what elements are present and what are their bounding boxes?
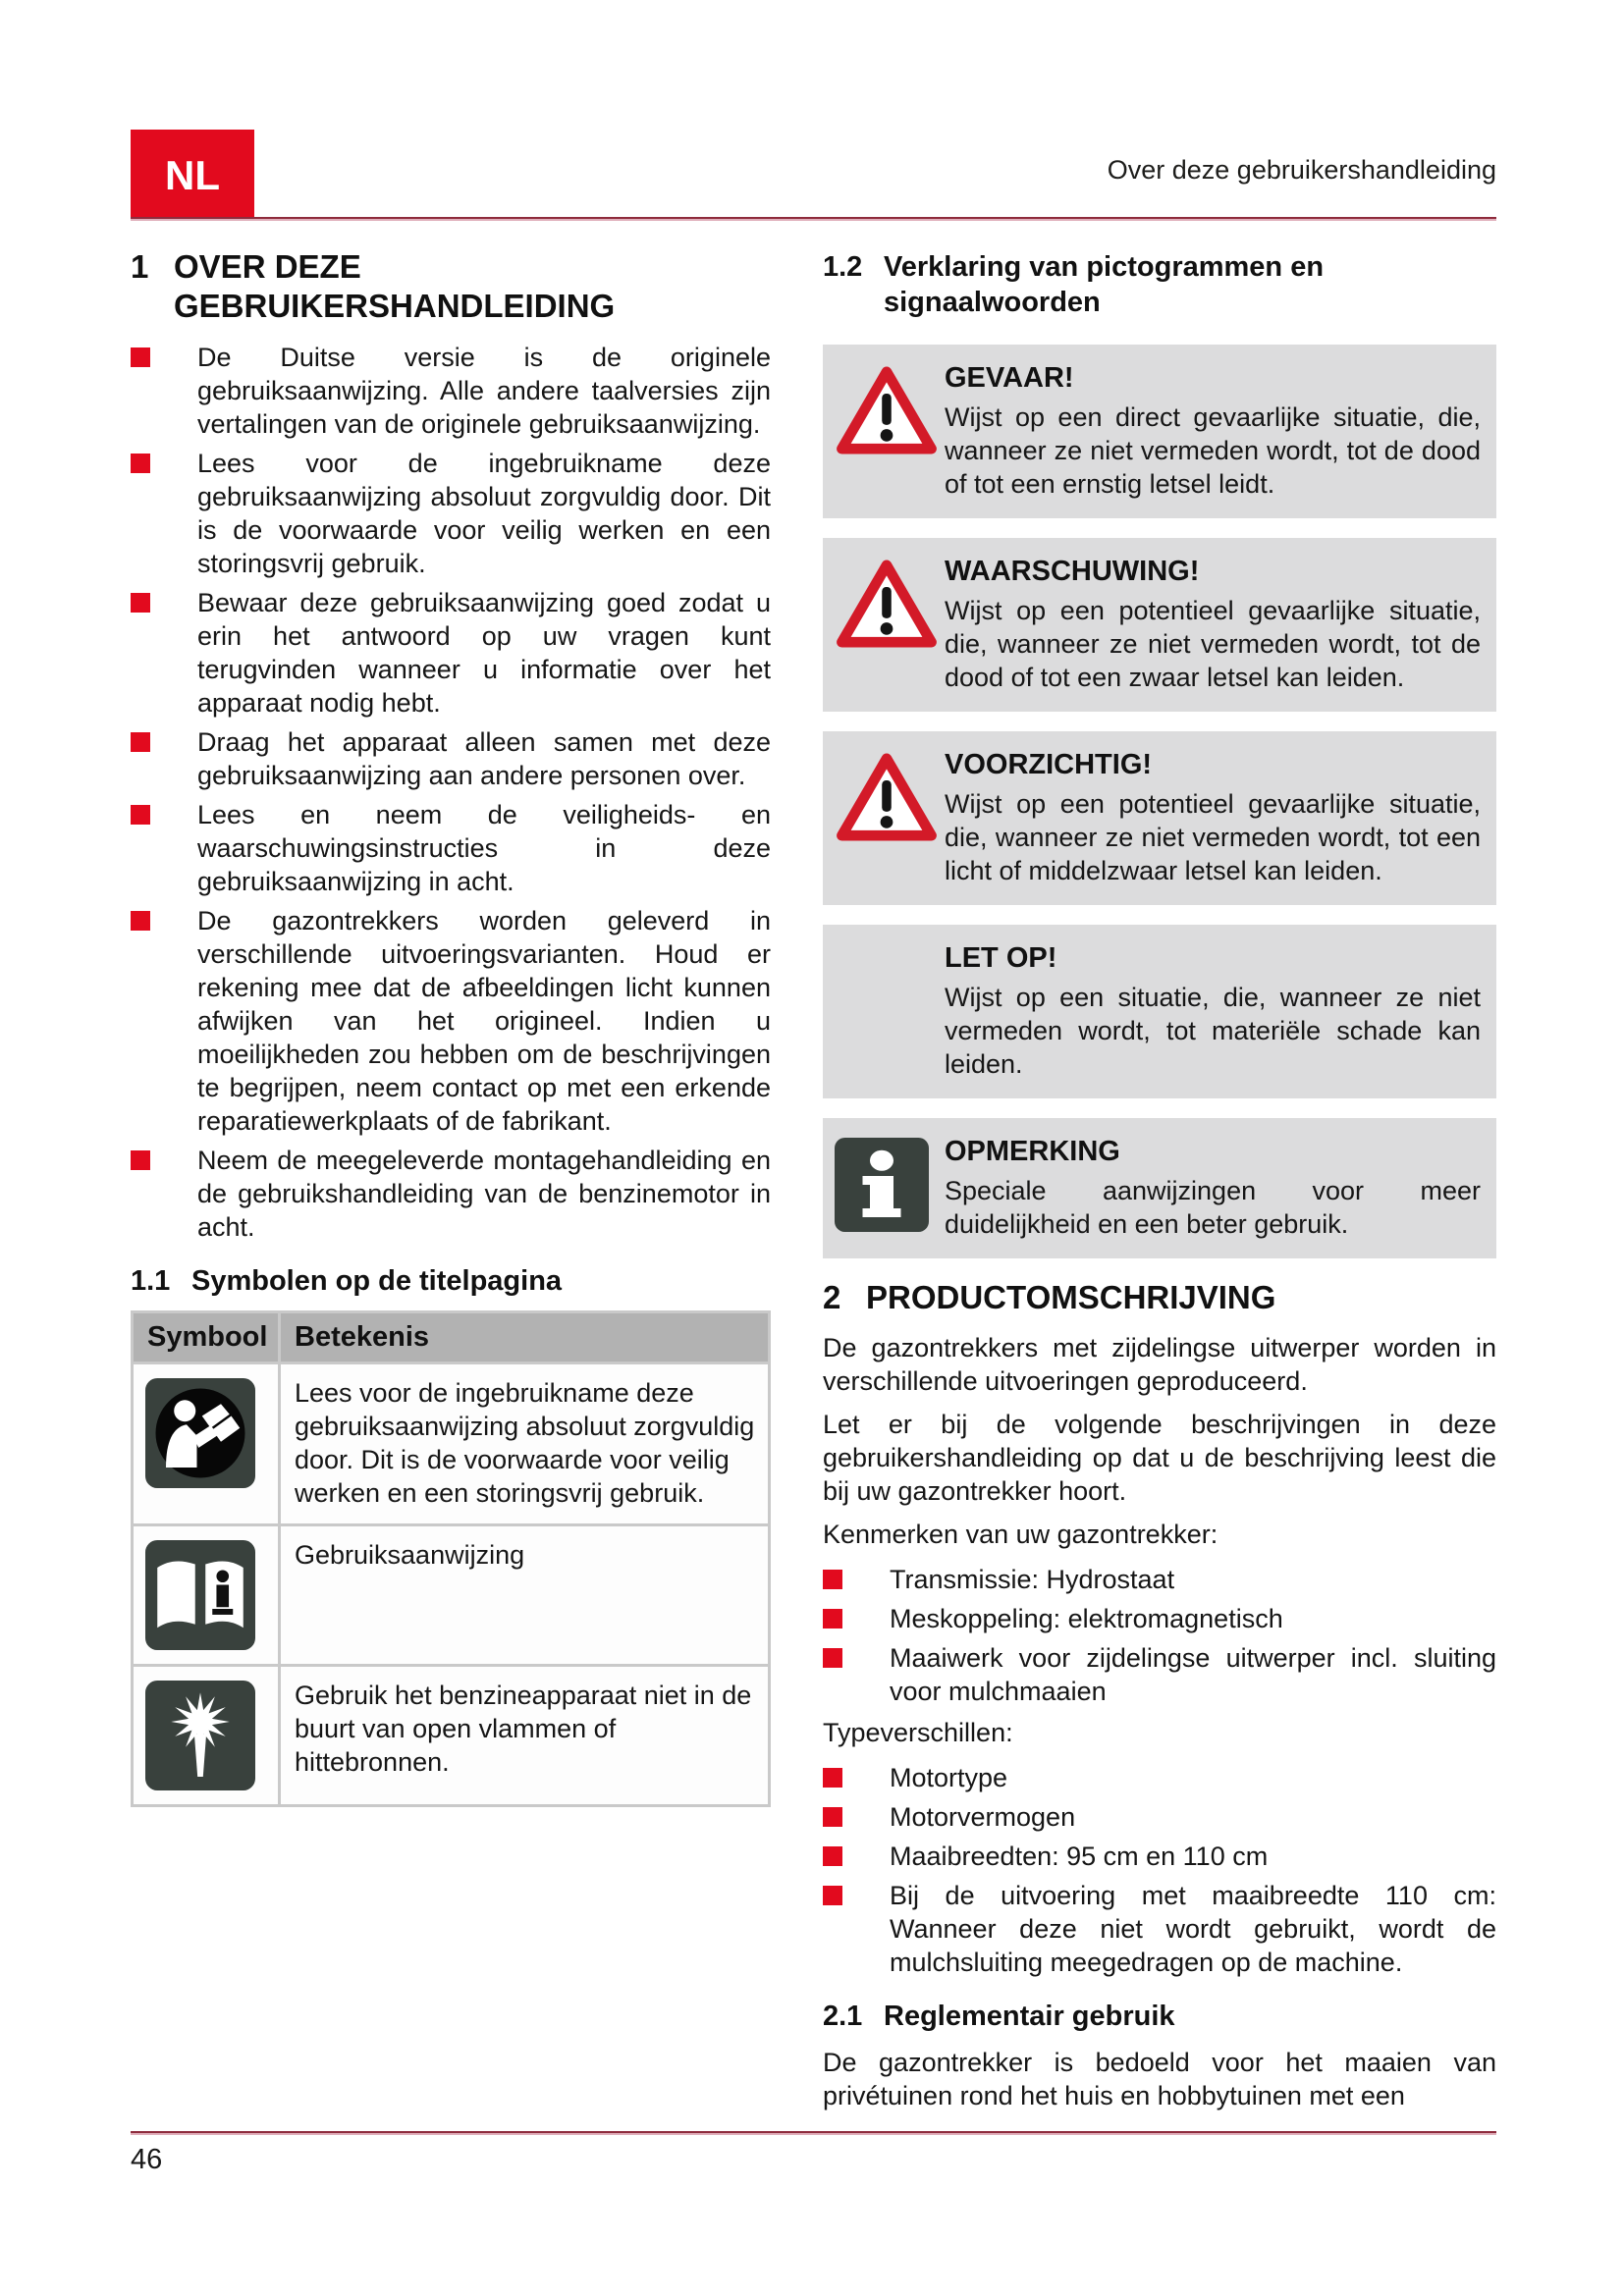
heading-number: 1 bbox=[131, 248, 149, 285]
warning-triangle-icon bbox=[835, 364, 939, 456]
bullet-item bbox=[131, 447, 771, 580]
type-differences-intro: Typeverschillen: bbox=[823, 1717, 1013, 1747]
caution-box bbox=[823, 731, 1496, 905]
signal-description: Wijst op een potentieel gevaarlijke situatie, die, wanneer ze niet vermeden wordt, tot de dood of tot een zwaar letsel kan leiden. bbox=[945, 595, 1481, 692]
meaning-cell: Gebruiksaanwijzing bbox=[280, 1524, 770, 1665]
table-row bbox=[133, 1362, 770, 1524]
notice-box-icon-area bbox=[835, 940, 945, 1081]
heading-number: 2 bbox=[823, 1278, 841, 1315]
note-box-icon-area bbox=[835, 1134, 945, 1241]
danger-box-icon-area bbox=[835, 360, 945, 501]
section-1-1-heading bbox=[131, 1263, 771, 1299]
section-2-paragraph: Let er bij de volgende beschrijvingen in deze gebruikershandleiding op dat u de beschrijving leest die bij uw gazontrekker hoort. bbox=[823, 1409, 1496, 1506]
bullet-text: De gazontrekkers worden geleverd in verschillende uitvoeringsvarianten. Houd er rekening mee dat de afbeeldingen licht kunnen afwijken van het origineel. Indien u moeilijkheden zou hebben om de beschrijvingen te begrijpen, neem contact op met een erkende reparatiewerkplaats of de fabrikant. bbox=[197, 905, 771, 1136]
heading-text: Reglementair gebruik bbox=[884, 2000, 1175, 2032]
bullet-text: Lees en neem de veiligheids- en waarschuwingsinstructies in deze gebruiksaanwijzing in acht. bbox=[197, 799, 771, 896]
bullet-item bbox=[823, 1602, 1496, 1635]
column-header-symbol: Symbool bbox=[133, 1311, 280, 1362]
right-column bbox=[823, 247, 1496, 2122]
bullet-marker bbox=[823, 1648, 842, 1668]
bullet-item bbox=[823, 1563, 1496, 1596]
bullet-item bbox=[823, 1879, 1496, 1979]
bullet-text: Transmissie: Hydrostaat bbox=[890, 1564, 1175, 1594]
signal-description: Wijst op een situatie, die, wanneer ze niet vermeden wordt, tot materiële schade kan leiden. bbox=[945, 982, 1481, 1079]
heading-number: 1.2 bbox=[823, 251, 863, 283]
bullet-item bbox=[131, 904, 771, 1138]
bullet-item bbox=[823, 1641, 1496, 1708]
signal-word: GEVAAR! bbox=[945, 361, 1074, 394]
section-2-paragraph: Kenmerken van uw gazontrekker: bbox=[823, 1519, 1218, 1549]
info-icon bbox=[835, 1138, 929, 1232]
table-row bbox=[133, 1524, 770, 1665]
bullet-marker bbox=[131, 454, 150, 473]
bullet-marker bbox=[823, 1846, 842, 1866]
bullet-text: Lees voor de ingebruikname deze gebruiksaanwijzing absoluut zorgvuldig door. Dit is de voorwaarde voor veilig werken en een storingsvrij gebruik. bbox=[197, 448, 771, 578]
section-2-1-paragraph: De gazontrekker is bedoeld voor het maaien van privétuinen rond het huis en hobbytuinen met een bbox=[823, 2048, 1496, 2110]
bullet-marker bbox=[131, 805, 150, 825]
footer-rule bbox=[131, 2131, 1496, 2135]
symbol-cell bbox=[133, 1665, 280, 1805]
bullet-text: Motortype bbox=[890, 1762, 1008, 1792]
title-page-symbol-table bbox=[131, 1310, 771, 1807]
bullet-marker bbox=[823, 1768, 842, 1788]
notice-box-content bbox=[945, 940, 1481, 1081]
heading-text: Verklaring van pictogrammen en signaalwoorden bbox=[884, 251, 1325, 319]
signal-description: Wijst op een direct gevaarlijke situatie, die, wanneer ze niet vermeden wordt, tot de dood of tot een ernstig letsel leidt. bbox=[945, 401, 1481, 499]
header-rule bbox=[131, 217, 1496, 221]
left-column bbox=[131, 247, 771, 1807]
manual-book-icon bbox=[145, 1540, 255, 1650]
bullet-text: Neem de meegeleverde montagehandleiding en de gebruikshandleiding van de benzinemotor in acht. bbox=[197, 1145, 771, 1242]
bullet-marker bbox=[823, 1609, 842, 1629]
bullet-marker bbox=[823, 1807, 842, 1827]
warning-box-icon-area bbox=[835, 554, 945, 694]
signal-word: WAARSCHUWING! bbox=[945, 555, 1200, 587]
meaning-cell: Lees voor de ingebruikname deze gebruiksaanwijzing absoluut zorgvuldig door. Dit is de voorwaarde voor veilig werken en een storingsvrij gebruik. bbox=[280, 1362, 770, 1524]
feature-bullet-list bbox=[823, 1563, 1496, 1708]
bullet-item bbox=[823, 1761, 1496, 1794]
note-box-content bbox=[945, 1134, 1481, 1241]
bullet-text: Maaibreedten: 95 cm en 110 cm bbox=[890, 1841, 1269, 1871]
heading-text: OVER DEZE GEBRUIKERSHANDLEIDING bbox=[174, 248, 616, 325]
signal-word: OPMERKING bbox=[945, 1135, 1120, 1167]
danger-box bbox=[823, 345, 1496, 518]
symbol-cell bbox=[133, 1362, 280, 1524]
bullet-item bbox=[823, 1840, 1496, 1873]
signal-word: LET OP! bbox=[945, 941, 1057, 974]
bullet-marker bbox=[131, 593, 150, 613]
warning-triangle-icon bbox=[835, 751, 939, 843]
signal-description: Speciale aanwijzingen voor meer duidelijkheid en een beter gebruik. bbox=[945, 1175, 1481, 1239]
bullet-marker bbox=[823, 1570, 842, 1589]
heading-text: PRODUCTOMSCHRIJVING bbox=[866, 1278, 1276, 1315]
type-bullet-list bbox=[823, 1761, 1496, 1979]
bullet-marker bbox=[131, 732, 150, 752]
warning-box-content bbox=[945, 554, 1481, 694]
bullet-marker bbox=[131, 347, 150, 367]
signal-word: VOORZICHTIG! bbox=[945, 748, 1153, 780]
section-1-2-heading bbox=[823, 249, 1496, 321]
note-box bbox=[823, 1118, 1496, 1258]
heading-text: Symbolen op de titelpagina bbox=[191, 1264, 563, 1297]
page-number: 46 bbox=[131, 2144, 163, 2175]
bullet-text: De Duitse versie is de originele gebruiksaanwijzing. Alle andere taalversies zijn vertalingen van de originele gebruiksaanwijzing. bbox=[197, 342, 771, 439]
section-2-heading bbox=[823, 1278, 1496, 1317]
notice-box bbox=[823, 925, 1496, 1098]
heading-number: 2.1 bbox=[823, 2000, 863, 2032]
language-badge: NL bbox=[131, 130, 254, 221]
bullet-item bbox=[131, 798, 771, 898]
table-row bbox=[133, 1665, 770, 1805]
bullet-item bbox=[823, 1800, 1496, 1834]
signal-description: Wijst op een potentieel gevaarlijke situatie, die, wanneer ze niet vermeden wordt, tot een licht of middelzwaar letsel kan leiden. bbox=[945, 788, 1481, 885]
caution-box-content bbox=[945, 747, 1481, 887]
bullet-text: Meskoppeling: elektromagnetisch bbox=[890, 1603, 1283, 1633]
no-open-flames-icon bbox=[145, 1681, 255, 1790]
section-2-paragraph: De gazontrekkers met zijdelingse uitwerper worden in verschillende uitvoeringen geproduceerd. bbox=[823, 1332, 1496, 1396]
bullet-item bbox=[131, 586, 771, 720]
section-1-bullet-list bbox=[131, 341, 771, 1244]
bullet-text: Bewaar deze gebruiksaanwijzing goed zodat u erin het antwoord op uw vragen kunt terugvinden wanneer u informatie over het apparaat nodig hebt. bbox=[197, 587, 771, 718]
section-1-heading bbox=[131, 247, 771, 327]
bullet-text: Maaiwerk voor zijdelingse uitwerper incl. sluiting voor mulchmaaien bbox=[890, 1642, 1496, 1706]
bullet-marker bbox=[131, 1150, 150, 1170]
bullet-text: Bij de uitvoering met maaibreedte 110 cm: Wanneer deze niet wordt gebruikt, wordt de mulchsluiting meegedragen op de machine. bbox=[890, 1880, 1496, 1977]
bullet-item bbox=[131, 341, 771, 441]
warning-box bbox=[823, 538, 1496, 712]
read-manual-icon bbox=[145, 1378, 255, 1488]
bullet-item bbox=[131, 725, 771, 792]
meaning-cell: Gebruik het benzineapparaat niet in de buurt van open vlammen of hittebronnen. bbox=[280, 1665, 770, 1805]
table-header-row bbox=[133, 1311, 770, 1362]
bullet-marker bbox=[823, 1886, 842, 1905]
symbol-cell bbox=[133, 1524, 280, 1665]
caution-box-icon-area bbox=[835, 747, 945, 887]
warning-triangle-icon bbox=[835, 558, 939, 650]
bullet-item bbox=[131, 1144, 771, 1244]
danger-box-content bbox=[945, 360, 1481, 501]
bullet-text: Motorvermogen bbox=[890, 1801, 1076, 1832]
section-2-1-heading bbox=[823, 1999, 1496, 2034]
column-header-meaning: Betekenis bbox=[280, 1311, 770, 1362]
bullet-marker bbox=[131, 911, 150, 931]
bullet-text: Draag het apparaat alleen samen met deze gebruiksaanwijzing aan andere personen over. bbox=[197, 726, 771, 790]
heading-number: 1.1 bbox=[131, 1264, 171, 1297]
running-header-title: Over deze gebruikershandleiding bbox=[1107, 155, 1496, 185]
